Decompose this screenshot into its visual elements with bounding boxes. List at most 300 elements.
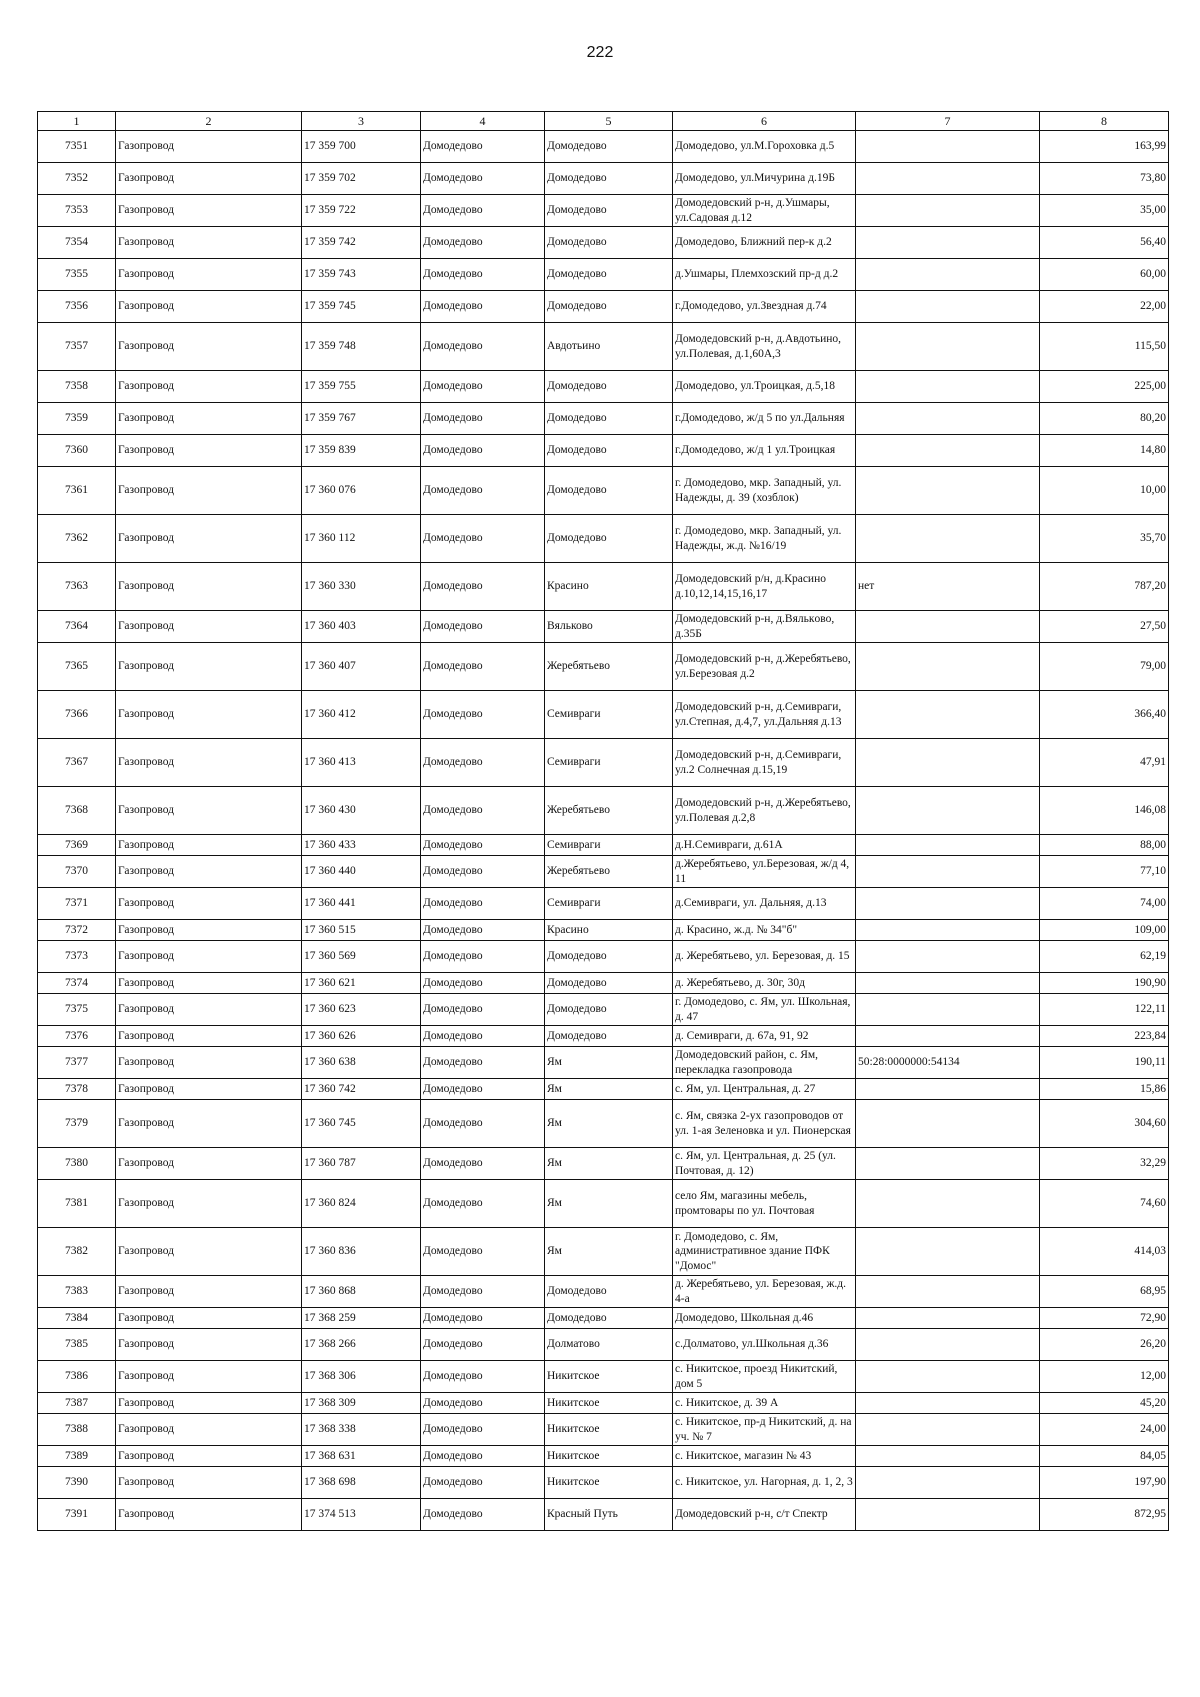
length-value-cell: 223,84 bbox=[1040, 1026, 1169, 1047]
note-cell bbox=[856, 691, 1040, 739]
table-row bbox=[38, 691, 1169, 739]
table-row bbox=[38, 1446, 1169, 1467]
column-header: 2 bbox=[116, 112, 302, 131]
locality-cell: Семивраги bbox=[545, 739, 673, 787]
address-cell: д.Н.Семивраги, д.61А bbox=[673, 835, 856, 856]
object-type-cell: Газопровод bbox=[116, 1361, 302, 1393]
row-number-cell: 7364 bbox=[38, 611, 116, 643]
district-cell: Домодедово bbox=[421, 643, 545, 691]
district-cell: Домодедово bbox=[421, 611, 545, 643]
row-number-cell: 7369 bbox=[38, 835, 116, 856]
length-value-cell: 22,00 bbox=[1040, 291, 1169, 323]
note-cell: нет bbox=[856, 563, 1040, 611]
district-cell: Домодедово bbox=[421, 131, 545, 163]
object-type-cell: Газопровод bbox=[116, 515, 302, 563]
note-cell bbox=[856, 994, 1040, 1026]
object-code-cell: 17 359 839 bbox=[302, 435, 421, 467]
locality-cell: Ям bbox=[545, 1148, 673, 1180]
address-cell: Домодедовский район, с. Ям, перекладка газопровода bbox=[673, 1047, 856, 1079]
table-row bbox=[38, 371, 1169, 403]
object-code-cell: 17 360 745 bbox=[302, 1100, 421, 1148]
object-code-cell: 17 360 403 bbox=[302, 611, 421, 643]
row-number-cell: 7389 bbox=[38, 1446, 116, 1467]
note-cell bbox=[856, 1148, 1040, 1180]
row-number-cell: 7373 bbox=[38, 941, 116, 973]
note-cell bbox=[856, 467, 1040, 515]
length-value-cell: 115,50 bbox=[1040, 323, 1169, 371]
table-row bbox=[38, 563, 1169, 611]
length-value-cell: 15,86 bbox=[1040, 1079, 1169, 1100]
note-cell bbox=[856, 1276, 1040, 1308]
table-row bbox=[38, 787, 1169, 835]
object-type-cell: Газопровод bbox=[116, 1100, 302, 1148]
table-row bbox=[38, 941, 1169, 973]
object-code-cell: 17 368 259 bbox=[302, 1308, 421, 1329]
address-cell: г.Домодедово, ж/д 1 ул.Троицкая bbox=[673, 435, 856, 467]
locality-cell: Никитское bbox=[545, 1467, 673, 1499]
length-value-cell: 24,00 bbox=[1040, 1414, 1169, 1446]
address-cell: д.Семивраги, ул. Дальняя, д.13 bbox=[673, 888, 856, 920]
district-cell: Домодедово bbox=[421, 1308, 545, 1329]
row-number-cell: 7372 bbox=[38, 920, 116, 941]
object-code-cell: 17 359 700 bbox=[302, 131, 421, 163]
object-type-cell: Газопровод bbox=[116, 1393, 302, 1414]
table-row bbox=[38, 1148, 1169, 1180]
table-row bbox=[38, 1467, 1169, 1499]
object-type-cell: Газопровод bbox=[116, 323, 302, 371]
object-type-cell: Газопровод bbox=[116, 643, 302, 691]
table-row bbox=[38, 1308, 1169, 1329]
locality-cell: Ям bbox=[545, 1079, 673, 1100]
address-cell: д. Жеребятьево, ул. Березовая, ж.д. 4-а bbox=[673, 1276, 856, 1308]
address-cell: Домодедово, Школьная д.46 bbox=[673, 1308, 856, 1329]
table-row bbox=[38, 291, 1169, 323]
address-cell: с. Никитское, д. 39 А bbox=[673, 1393, 856, 1414]
object-type-cell: Газопровод bbox=[116, 1446, 302, 1467]
locality-cell: Домодедово bbox=[545, 994, 673, 1026]
district-cell: Домодедово bbox=[421, 1414, 545, 1446]
object-code-cell: 17 360 569 bbox=[302, 941, 421, 973]
row-number-cell: 7362 bbox=[38, 515, 116, 563]
length-value-cell: 80,20 bbox=[1040, 403, 1169, 435]
column-header: 6 bbox=[673, 112, 856, 131]
note-cell bbox=[856, 1329, 1040, 1361]
note-cell bbox=[856, 739, 1040, 787]
table-row bbox=[38, 1499, 1169, 1531]
object-type-cell: Газопровод bbox=[116, 1079, 302, 1100]
note-cell bbox=[856, 227, 1040, 259]
table-row bbox=[38, 1276, 1169, 1308]
locality-cell: Домодедово bbox=[545, 515, 673, 563]
column-header: 5 bbox=[545, 112, 673, 131]
locality-cell: Домодедово bbox=[545, 195, 673, 227]
object-code-cell: 17 368 266 bbox=[302, 1329, 421, 1361]
row-number-cell: 7383 bbox=[38, 1276, 116, 1308]
note-cell bbox=[856, 1414, 1040, 1446]
district-cell: Домодедово bbox=[421, 920, 545, 941]
locality-cell: Красный Путь bbox=[545, 1499, 673, 1531]
table-row bbox=[38, 227, 1169, 259]
address-cell: д.Жеребятьево, ул.Березовая, ж/д 4, 11 bbox=[673, 856, 856, 888]
table-row bbox=[38, 467, 1169, 515]
row-number-cell: 7365 bbox=[38, 643, 116, 691]
district-cell: Домодедово bbox=[421, 1499, 545, 1531]
note-cell bbox=[856, 1180, 1040, 1228]
length-value-cell: 122,11 bbox=[1040, 994, 1169, 1026]
table-row bbox=[38, 856, 1169, 888]
address-cell: д.Ушмары, Племхозский пр-д д.2 bbox=[673, 259, 856, 291]
object-code-cell: 17 360 413 bbox=[302, 739, 421, 787]
address-cell: г. Домодедово, с. Ям, ул. Школьная, д. 47 bbox=[673, 994, 856, 1026]
note-cell bbox=[856, 1393, 1040, 1414]
registry-table bbox=[37, 111, 1169, 1531]
district-cell: Домодедово bbox=[421, 1446, 545, 1467]
district-cell: Домодедово bbox=[421, 1393, 545, 1414]
length-value-cell: 60,00 bbox=[1040, 259, 1169, 291]
address-cell: Домодедовский р-н, д.Семивраги, ул.Степная, д.4,7, ул.Дальняя д.13 bbox=[673, 691, 856, 739]
row-number-cell: 7374 bbox=[38, 973, 116, 994]
address-cell: Домодедовский р-н, д.Ушмары, ул.Садовая д.12 bbox=[673, 195, 856, 227]
address-cell: с. Никитское, пр-д Никитский, д. на уч. № 7 bbox=[673, 1414, 856, 1446]
table-row bbox=[38, 195, 1169, 227]
object-type-cell: Газопровод bbox=[116, 467, 302, 515]
object-type-cell: Газопровод bbox=[116, 131, 302, 163]
length-value-cell: 12,00 bbox=[1040, 1361, 1169, 1393]
row-number-cell: 7375 bbox=[38, 994, 116, 1026]
length-value-cell: 32,29 bbox=[1040, 1148, 1169, 1180]
object-type-cell: Газопровод bbox=[116, 973, 302, 994]
table-row bbox=[38, 1026, 1169, 1047]
address-cell: с. Никитское, проезд Никитский, дом 5 bbox=[673, 1361, 856, 1393]
table-row bbox=[38, 1079, 1169, 1100]
length-value-cell: 414,03 bbox=[1040, 1228, 1169, 1276]
address-cell: Домодедово, ул.М.Гороховка д.5 bbox=[673, 131, 856, 163]
district-cell: Домодедово bbox=[421, 739, 545, 787]
object-type-cell: Газопровод bbox=[116, 856, 302, 888]
table-row bbox=[38, 131, 1169, 163]
object-type-cell: Газопровод bbox=[116, 1026, 302, 1047]
address-cell: Домодедовский р-н, с/т Спектр bbox=[673, 1499, 856, 1531]
object-code-cell: 17 360 433 bbox=[302, 835, 421, 856]
locality-cell: Семивраги bbox=[545, 888, 673, 920]
length-value-cell: 79,00 bbox=[1040, 643, 1169, 691]
row-number-cell: 7357 bbox=[38, 323, 116, 371]
table-row bbox=[38, 1393, 1169, 1414]
row-number-cell: 7379 bbox=[38, 1100, 116, 1148]
table-body bbox=[38, 131, 1169, 1531]
table-row bbox=[38, 643, 1169, 691]
length-value-cell: 366,40 bbox=[1040, 691, 1169, 739]
object-type-cell: Газопровод bbox=[116, 888, 302, 920]
locality-cell: Домодедово bbox=[545, 435, 673, 467]
row-number-cell: 7366 bbox=[38, 691, 116, 739]
note-cell bbox=[856, 163, 1040, 195]
locality-cell: Домодедово bbox=[545, 403, 673, 435]
district-cell: Домодедово bbox=[421, 1467, 545, 1499]
locality-cell: Жеребятьево bbox=[545, 856, 673, 888]
address-cell: с. Никитское, магазин № 43 bbox=[673, 1446, 856, 1467]
object-code-cell: 17 360 787 bbox=[302, 1148, 421, 1180]
object-code-cell: 17 359 722 bbox=[302, 195, 421, 227]
row-number-cell: 7363 bbox=[38, 563, 116, 611]
object-code-cell: 17 360 742 bbox=[302, 1079, 421, 1100]
length-value-cell: 45,20 bbox=[1040, 1393, 1169, 1414]
locality-cell: Домодедово bbox=[545, 973, 673, 994]
length-value-cell: 26,20 bbox=[1040, 1329, 1169, 1361]
district-cell: Домодедово bbox=[421, 515, 545, 563]
row-number-cell: 7353 bbox=[38, 195, 116, 227]
object-type-cell: Газопровод bbox=[116, 1467, 302, 1499]
locality-cell: Жеребятьево bbox=[545, 643, 673, 691]
address-cell: Домодедовский р/н, д.Красино д.10,12,14,15,16,17 bbox=[673, 563, 856, 611]
row-number-cell: 7371 bbox=[38, 888, 116, 920]
object-code-cell: 17 359 742 bbox=[302, 227, 421, 259]
column-header: 7 bbox=[856, 112, 1040, 131]
length-value-cell: 146,08 bbox=[1040, 787, 1169, 835]
table-row bbox=[38, 323, 1169, 371]
address-cell: Домодедово, Ближний пер-к д.2 bbox=[673, 227, 856, 259]
table-row bbox=[38, 259, 1169, 291]
length-value-cell: 35,70 bbox=[1040, 515, 1169, 563]
note-cell bbox=[856, 1499, 1040, 1531]
note-cell bbox=[856, 259, 1040, 291]
row-number-cell: 7368 bbox=[38, 787, 116, 835]
district-cell: Домодедово bbox=[421, 1148, 545, 1180]
object-code-cell: 17 374 513 bbox=[302, 1499, 421, 1531]
address-cell: село Ям, магазины мебель, промтовары по ул. Почтовая bbox=[673, 1180, 856, 1228]
object-code-cell: 17 360 440 bbox=[302, 856, 421, 888]
row-number-cell: 7376 bbox=[38, 1026, 116, 1047]
note-cell bbox=[856, 403, 1040, 435]
length-value-cell: 84,05 bbox=[1040, 1446, 1169, 1467]
table-row bbox=[38, 403, 1169, 435]
district-cell: Домодедово bbox=[421, 1047, 545, 1079]
object-code-cell: 17 359 767 bbox=[302, 403, 421, 435]
row-number-cell: 7377 bbox=[38, 1047, 116, 1079]
row-number-cell: 7387 bbox=[38, 1393, 116, 1414]
object-code-cell: 17 360 430 bbox=[302, 787, 421, 835]
locality-cell: Красино bbox=[545, 920, 673, 941]
length-value-cell: 56,40 bbox=[1040, 227, 1169, 259]
length-value-cell: 73,80 bbox=[1040, 163, 1169, 195]
object-type-cell: Газопровод bbox=[116, 691, 302, 739]
object-code-cell: 17 360 868 bbox=[302, 1276, 421, 1308]
address-cell: с. Ям, ул. Центральная, д. 25 (ул. Почтовая, д. 12) bbox=[673, 1148, 856, 1180]
note-cell bbox=[856, 643, 1040, 691]
district-cell: Домодедово bbox=[421, 973, 545, 994]
object-code-cell: 17 360 412 bbox=[302, 691, 421, 739]
district-cell: Домодедово bbox=[421, 403, 545, 435]
district-cell: Домодедово bbox=[421, 691, 545, 739]
note-cell bbox=[856, 371, 1040, 403]
row-number-cell: 7370 bbox=[38, 856, 116, 888]
locality-cell: Домодедово bbox=[545, 291, 673, 323]
locality-cell: Авдотьино bbox=[545, 323, 673, 371]
note-cell bbox=[856, 611, 1040, 643]
district-cell: Домодедово bbox=[421, 835, 545, 856]
table-row bbox=[38, 1180, 1169, 1228]
column-header: 4 bbox=[421, 112, 545, 131]
note-cell bbox=[856, 515, 1040, 563]
district-cell: Домодедово bbox=[421, 323, 545, 371]
length-value-cell: 14,80 bbox=[1040, 435, 1169, 467]
length-value-cell: 74,00 bbox=[1040, 888, 1169, 920]
district-cell: Домодедово bbox=[421, 259, 545, 291]
note-cell bbox=[856, 1361, 1040, 1393]
district-cell: Домодедово bbox=[421, 291, 545, 323]
row-number-cell: 7358 bbox=[38, 371, 116, 403]
object-type-cell: Газопровод bbox=[116, 1228, 302, 1276]
district-cell: Домодедово bbox=[421, 1276, 545, 1308]
object-code-cell: 17 359 745 bbox=[302, 291, 421, 323]
object-type-cell: Газопровод bbox=[116, 403, 302, 435]
locality-cell: Семивраги bbox=[545, 691, 673, 739]
table-row bbox=[38, 888, 1169, 920]
note-cell bbox=[856, 835, 1040, 856]
note-cell bbox=[856, 131, 1040, 163]
address-cell: Домодедовский р-н, д.Жеребятьево, ул.Полевая д.2,8 bbox=[673, 787, 856, 835]
district-cell: Домодедово bbox=[421, 435, 545, 467]
address-cell: г. Домодедово, мкр. Западный, ул. Надежды, д. 39 (хозблок) bbox=[673, 467, 856, 515]
table-row bbox=[38, 920, 1169, 941]
locality-cell: Никитское bbox=[545, 1446, 673, 1467]
table-row bbox=[38, 835, 1169, 856]
object-code-cell: 17 368 338 bbox=[302, 1414, 421, 1446]
address-cell: д. Красино, ж.д. № 34"б" bbox=[673, 920, 856, 941]
note-cell bbox=[856, 291, 1040, 323]
row-number-cell: 7390 bbox=[38, 1467, 116, 1499]
object-type-cell: Газопровод bbox=[116, 920, 302, 941]
object-type-cell: Газопровод bbox=[116, 1499, 302, 1531]
object-type-cell: Газопровод bbox=[116, 291, 302, 323]
object-type-cell: Газопровод bbox=[116, 1148, 302, 1180]
object-code-cell: 17 360 076 bbox=[302, 467, 421, 515]
column-header: 3 bbox=[302, 112, 421, 131]
locality-cell: Ям bbox=[545, 1228, 673, 1276]
column-header: 8 bbox=[1040, 112, 1169, 131]
note-cell bbox=[856, 323, 1040, 371]
address-cell: Домодедовский р-н, д.Семивраги, ул.2 Солнечная д.15,19 bbox=[673, 739, 856, 787]
length-value-cell: 68,95 bbox=[1040, 1276, 1169, 1308]
locality-cell: Домодедово bbox=[545, 467, 673, 515]
object-type-cell: Газопровод bbox=[116, 563, 302, 611]
length-value-cell: 88,00 bbox=[1040, 835, 1169, 856]
table-row bbox=[38, 973, 1169, 994]
note-cell bbox=[856, 195, 1040, 227]
table-row bbox=[38, 994, 1169, 1026]
district-cell: Домодедово bbox=[421, 787, 545, 835]
locality-cell: Домодедово bbox=[545, 371, 673, 403]
row-number-cell: 7361 bbox=[38, 467, 116, 515]
object-code-cell: 17 360 407 bbox=[302, 643, 421, 691]
object-type-cell: Газопровод bbox=[116, 1414, 302, 1446]
length-value-cell: 225,00 bbox=[1040, 371, 1169, 403]
table-row bbox=[38, 515, 1169, 563]
note-cell bbox=[856, 435, 1040, 467]
address-cell: Домодедово, ул.Троицкая, д.5,18 bbox=[673, 371, 856, 403]
district-cell: Домодедово bbox=[421, 195, 545, 227]
district-cell: Домодедово bbox=[421, 941, 545, 973]
note-cell bbox=[856, 973, 1040, 994]
object-type-cell: Газопровод bbox=[116, 163, 302, 195]
table-row bbox=[38, 1361, 1169, 1393]
row-number-cell: 7391 bbox=[38, 1499, 116, 1531]
address-cell: д. Семивраги, д. 67а, 91, 92 bbox=[673, 1026, 856, 1047]
table-row bbox=[38, 611, 1169, 643]
note-cell bbox=[856, 1467, 1040, 1499]
row-number-cell: 7380 bbox=[38, 1148, 116, 1180]
address-cell: Домодедово, ул.Мичурина д.19Б bbox=[673, 163, 856, 195]
object-type-cell: Газопровод bbox=[116, 435, 302, 467]
note-cell bbox=[856, 888, 1040, 920]
district-cell: Домодедово bbox=[421, 163, 545, 195]
row-number-cell: 7351 bbox=[38, 131, 116, 163]
locality-cell: Жеребятьево bbox=[545, 787, 673, 835]
locality-cell: Ям bbox=[545, 1047, 673, 1079]
note-cell bbox=[856, 941, 1040, 973]
district-cell: Домодедово bbox=[421, 1026, 545, 1047]
district-cell: Домодедово bbox=[421, 563, 545, 611]
row-number-cell: 7386 bbox=[38, 1361, 116, 1393]
table-row bbox=[38, 1047, 1169, 1079]
table-row bbox=[38, 1329, 1169, 1361]
object-code-cell: 17 360 626 bbox=[302, 1026, 421, 1047]
district-cell: Домодедово bbox=[421, 371, 545, 403]
object-type-cell: Газопровод bbox=[116, 1047, 302, 1079]
length-value-cell: 197,90 bbox=[1040, 1467, 1169, 1499]
district-cell: Домодедово bbox=[421, 994, 545, 1026]
district-cell: Домодедово bbox=[421, 1079, 545, 1100]
district-cell: Домодедово bbox=[421, 1329, 545, 1361]
length-value-cell: 10,00 bbox=[1040, 467, 1169, 515]
object-type-cell: Газопровод bbox=[116, 1329, 302, 1361]
object-type-cell: Газопровод bbox=[116, 941, 302, 973]
table-row bbox=[38, 435, 1169, 467]
object-type-cell: Газопровод bbox=[116, 611, 302, 643]
locality-cell: Семивраги bbox=[545, 835, 673, 856]
locality-cell: Домодедово bbox=[545, 1026, 673, 1047]
page-number: 222 bbox=[586, 44, 614, 61]
row-number-cell: 7385 bbox=[38, 1329, 116, 1361]
table-row bbox=[38, 739, 1169, 787]
object-type-cell: Газопровод bbox=[116, 227, 302, 259]
length-value-cell: 35,00 bbox=[1040, 195, 1169, 227]
address-cell: г.Домодедово, ул.Звездная д.74 bbox=[673, 291, 856, 323]
object-code-cell: 17 360 515 bbox=[302, 920, 421, 941]
district-cell: Домодедово bbox=[421, 856, 545, 888]
length-value-cell: 304,60 bbox=[1040, 1100, 1169, 1148]
object-code-cell: 17 359 755 bbox=[302, 371, 421, 403]
row-number-cell: 7384 bbox=[38, 1308, 116, 1329]
length-value-cell: 72,90 bbox=[1040, 1308, 1169, 1329]
table-row bbox=[38, 1100, 1169, 1148]
object-code-cell: 17 360 623 bbox=[302, 994, 421, 1026]
address-cell: д. Жеребятьево, д. 30г, 30д bbox=[673, 973, 856, 994]
address-cell: с. Ям, ул. Центральная, д. 27 bbox=[673, 1079, 856, 1100]
object-code-cell: 17 359 743 bbox=[302, 259, 421, 291]
object-type-cell: Газопровод bbox=[116, 787, 302, 835]
note-cell bbox=[856, 1026, 1040, 1047]
note-cell bbox=[856, 1228, 1040, 1276]
locality-cell: Домодедово bbox=[545, 1308, 673, 1329]
object-code-cell: 17 360 836 bbox=[302, 1228, 421, 1276]
length-value-cell: 787,20 bbox=[1040, 563, 1169, 611]
length-value-cell: 872,95 bbox=[1040, 1499, 1169, 1531]
object-type-cell: Газопровод bbox=[116, 195, 302, 227]
address-cell: Домодедовский р-н, д.Авдотьино, ул.Полевая, д.1,60А,3 bbox=[673, 323, 856, 371]
length-value-cell: 27,50 bbox=[1040, 611, 1169, 643]
row-number-cell: 7355 bbox=[38, 259, 116, 291]
